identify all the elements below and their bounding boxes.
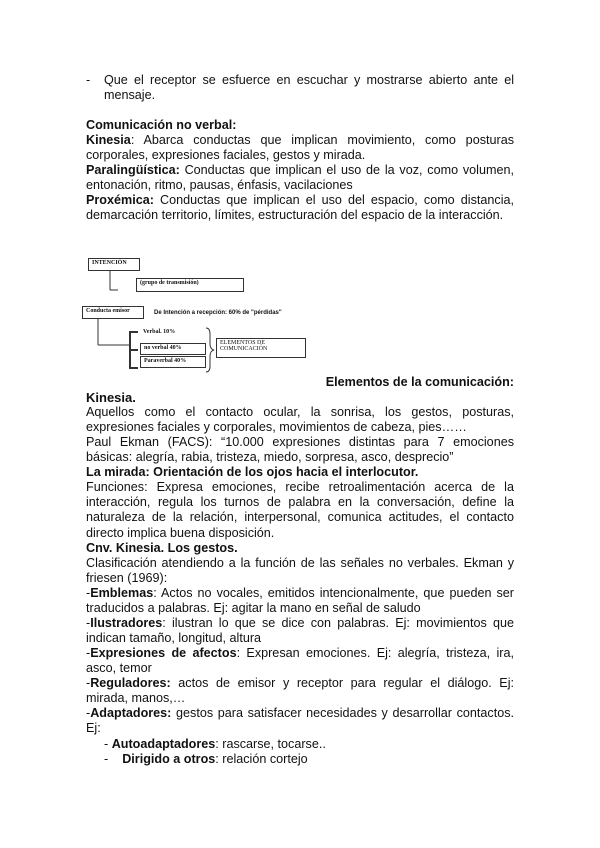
diagram-noverbal: no verbal 40% — [140, 343, 206, 355]
proxemica-term: Proxémica: — [86, 193, 154, 207]
kinesia-paragraph-ekman: Paul Ekman (FACS): “10.000 expresiones distintas para 7 emociones básicas: alegría, rabia, tristeza, miedo, sorpresa, asco, desprecio” — [86, 435, 514, 465]
gesture-item-reguladores: -Reguladores: actos de emisor y receptor para regular el diálogo. Ej: mirada, manos,… — [86, 676, 514, 706]
diagram-box-intencion: INTENCIÓN — [88, 258, 140, 271]
diagram-box-conducta: Conducta emisor — [82, 306, 144, 319]
nonverbal-heading: Comunicación no verbal: — [86, 118, 237, 132]
diagram-box-canal: (grupo de transmisión) — [136, 278, 244, 292]
gesture-item-adaptadores: -Adaptadores: gestos para satisfacer necesidades y desarrollar contactos. Ej: — [86, 706, 514, 736]
kinesia-term: Kinesia — [86, 133, 131, 147]
diagram-verbal: Verbal. 10% — [143, 329, 176, 335]
sub-item-dirigido-otros: - Dirigido a otros: relación cortejo — [104, 752, 308, 766]
communication-diagram — [78, 250, 328, 375]
bullet-dash: - — [86, 73, 91, 87]
gesture-item-expresiones: -Expresiones de afectos: Expresan emociones. Ej: alegría, tristeza, ira, asco, temor — [86, 646, 514, 676]
gesture-item-emblemas: -Emblemas: Actos no vocales, emitidos intencionalmente, que pueden ser traducidos a palabras. Ej: agitar la mano en señal de saludo — [86, 586, 514, 616]
gesture-item-ilustradores: -Ilustradores: ilustran lo que se dice con palabras. Ej: movimientos que indican tamaño, longitud, altura — [86, 616, 514, 646]
diagram-perdidas-label: De Intención a recepción: 60% de "pérdidas" — [154, 310, 282, 316]
diagram-box-elementos: ELEMENTOS DE COMUNICACIÓN — [216, 338, 306, 358]
paralinguistica-term: Paralingüística: — [86, 163, 180, 177]
kinesia-paragraph-1: Aquellos como el contacto ocular, la sonrisa, los gestos, posturas, expresiones faciales y corporales, movimientos de cabeza, pies…… — [86, 405, 514, 435]
gestos-intro: Clasificación atendiendo a la función de las señales no verbales. Ekman y friesen (1969): — [86, 556, 514, 586]
mirada-heading: La mirada: Orientación de los ojos hacia el interlocutor. — [86, 465, 419, 479]
kinesia-definition: Kinesia: Abarca conductas que implican movimiento, como posturas corporales, expresiones faciales, gestos y mirada. — [86, 133, 514, 163]
paralinguistica-definition: Paralingüística: Conductas que implican el uso de la voz, como volumen, entonación, ritmo, pausas, énfasis, vacilaciones — [86, 163, 514, 193]
gestos-heading: Cnv. Kinesia. Los gestos. — [86, 541, 238, 555]
sub-item-autoadaptadores: - Autoadaptadores: rascarse, tocarse.. — [104, 737, 326, 751]
intro-bullet-text: Que el receptor se esfuerce en escuchar y mostrarse abierto ante el mensaje. — [104, 73, 514, 103]
diagram-paraverbal: Paraverbal 40% — [140, 356, 206, 368]
proxemica-definition: Proxémica: Conductas que implican el uso del espacio, como distancia, demarcación territorio, límites, estructuración del espacio de la interacción. — [86, 193, 514, 223]
kinesia-section-heading: Kinesia. — [86, 390, 136, 405]
mirada-functions: Funciones: Expresa emociones, recibe retroalimentación acerca de la interacción, regula los turnos de palabra en la conversación, define la naturaleza de la relación, interpersonal, comunica actitudes, el contacto directo implica buena disposición. — [86, 480, 514, 540]
diagram-caption: Elementos de la comunicación: — [325, 375, 514, 389]
